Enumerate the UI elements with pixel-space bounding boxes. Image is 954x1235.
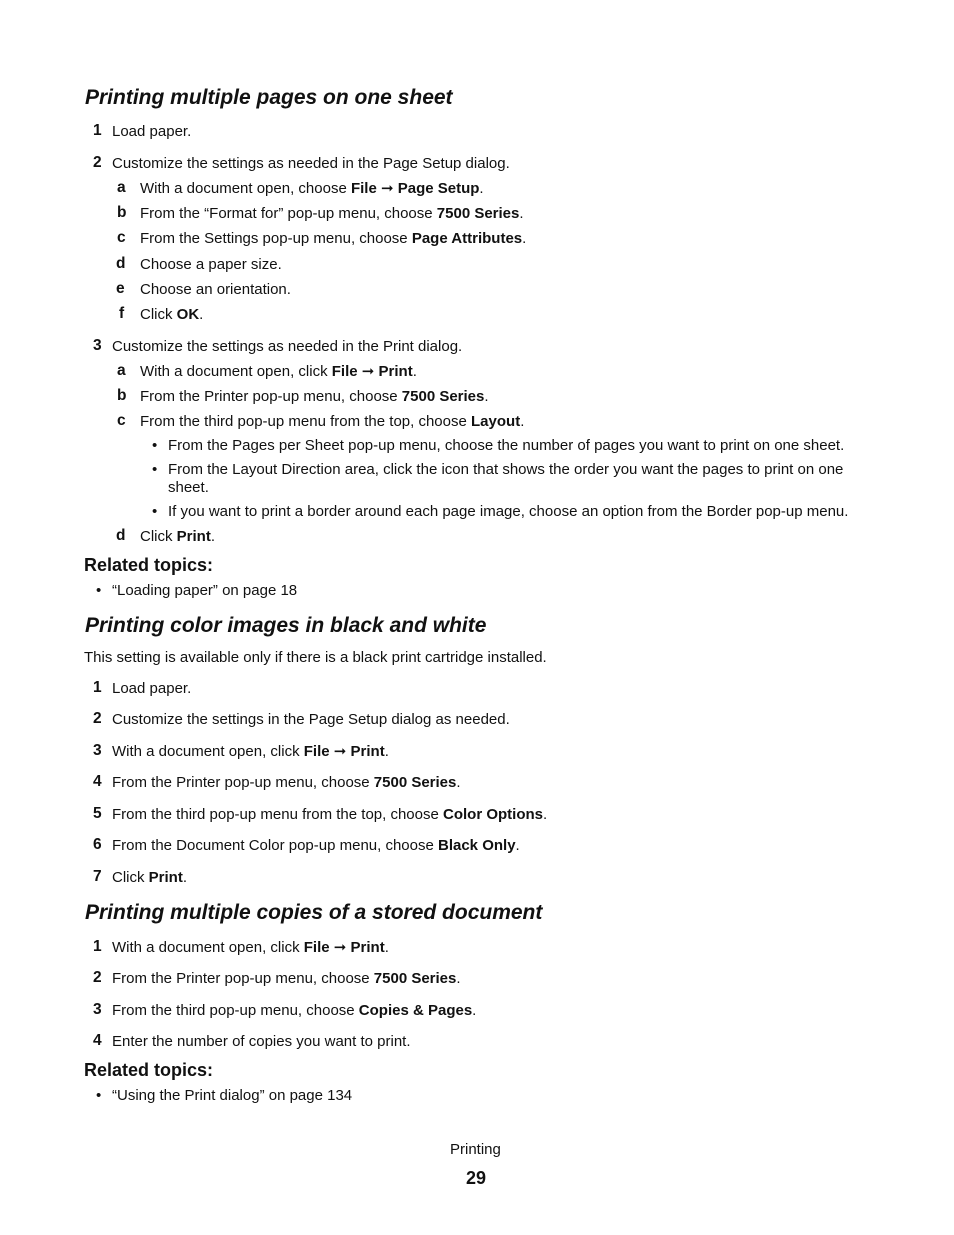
section-title-multiple-copies: Printing multiple copies of a stored document [85,901,543,924]
substep-letter: a [117,362,126,379]
substep-letter: b [117,204,127,221]
step-text: Customize the settings as needed in the Print dialog. [112,338,463,355]
bullet-icon: • [152,503,158,520]
step-text: Load paper. [112,680,192,697]
step-number: 2 [93,969,102,986]
bullet-icon: • [96,582,102,599]
step-text: From the Printer pop-up menu, choose 7500 Series. [112,970,461,987]
step-text: From the third pop-up menu from the top, choose Color Options. [112,806,548,823]
substep-text: From the Printer pop-up menu, choose 7500 Series. [140,388,489,405]
substep-text: With a document open, click File ➞ Print. [140,363,417,380]
bullet-text: From the Layout Direction area, click the icon that shows the order you want the pages to print on one [168,461,844,478]
related-topic-link[interactable]: “Loading paper” on page 18 [112,582,298,599]
step-text: Customize the settings as needed in the Page Setup dialog. [112,155,510,172]
substep-text: From the Settings pop-up menu, choose Page Attributes. [140,230,527,247]
substep-text: Choose an orientation. [140,281,291,298]
step-text: With a document open, click File ➞ Print. [112,743,389,760]
step-number: 3 [93,742,102,759]
substep-letter: f [119,305,125,322]
footer-section-label: Printing [450,1141,501,1158]
bullet-icon: • [152,437,158,454]
step-text: From the third pop-up menu, choose Copies & Pages. [112,1002,477,1019]
related-topics-heading: Related topics: [84,1060,214,1080]
section-title-multiple-pages: Printing multiple pages on one sheet [85,86,453,109]
step-number: 1 [93,938,102,955]
arrow-icon: ➞ [333,939,347,956]
step-number: 4 [93,773,102,790]
substep-letter: e [116,280,125,297]
page-number: 29 [466,1168,487,1188]
substep-text: Click Print. [140,528,216,545]
substep-text: Click OK. [140,306,204,323]
step-number: 2 [93,710,102,727]
intro-paragraph: This setting is available only if there is a black print cartridge installed. [84,649,547,666]
step-text: Customize the settings in the Page Setup dialog as needed. [112,711,510,728]
step-number: 7 [93,868,102,885]
substep-letter: c [117,229,126,246]
step-number: 1 [93,679,102,696]
step-number: 5 [93,805,102,822]
bullet-icon: • [152,461,158,478]
step-text: Load paper. [112,123,192,140]
substep-letter: b [117,387,127,404]
arrow-icon: ➞ [361,363,375,380]
step-text: With a document open, click File ➞ Print. [112,939,389,956]
substep-text: From the “Format for” pop-up menu, choose 7500 Series. [140,205,524,222]
substep-letter: d [116,255,126,272]
substep-letter: a [117,179,126,196]
bullet-text-continued: sheet. [168,479,209,496]
step-number: 6 [93,836,102,853]
substep-letter: c [117,412,126,429]
step-text: From the Document Color pop-up menu, choose Black Only. [112,837,520,854]
substep-text: Choose a paper size. [140,256,282,273]
arrow-icon: ➞ [380,180,394,197]
bullet-icon: • [96,1087,102,1104]
related-topics-heading: Related topics: [84,555,214,575]
substep-letter: d [116,527,126,544]
step-number: 3 [93,1001,102,1018]
bullet-text: From the Pages per Sheet pop-up menu, choose the number of pages you want to print on one sheet. [168,437,845,454]
section-title-black-white: Printing color images in black and white [85,614,487,637]
step-number: 1 [93,122,102,139]
related-topic-link[interactable]: “Using the Print dialog” on page 134 [112,1087,353,1104]
step-text: Click Print. [112,869,188,886]
bullet-text: If you want to print a border around each page image, choose an option from the Border pop-up menu. [168,503,849,520]
step-number: 2 [93,154,102,171]
step-number: 4 [93,1032,102,1049]
step-text: From the Printer pop-up menu, choose 7500 Series. [112,774,461,791]
arrow-icon: ➞ [333,743,347,760]
step-text: Enter the number of copies you want to print. [112,1033,411,1050]
step-number: 3 [93,337,102,354]
substep-text: With a document open, choose File ➞ Page Setup. [140,180,484,197]
substep-text: From the third pop-up menu from the top, choose Layout. [140,413,525,430]
